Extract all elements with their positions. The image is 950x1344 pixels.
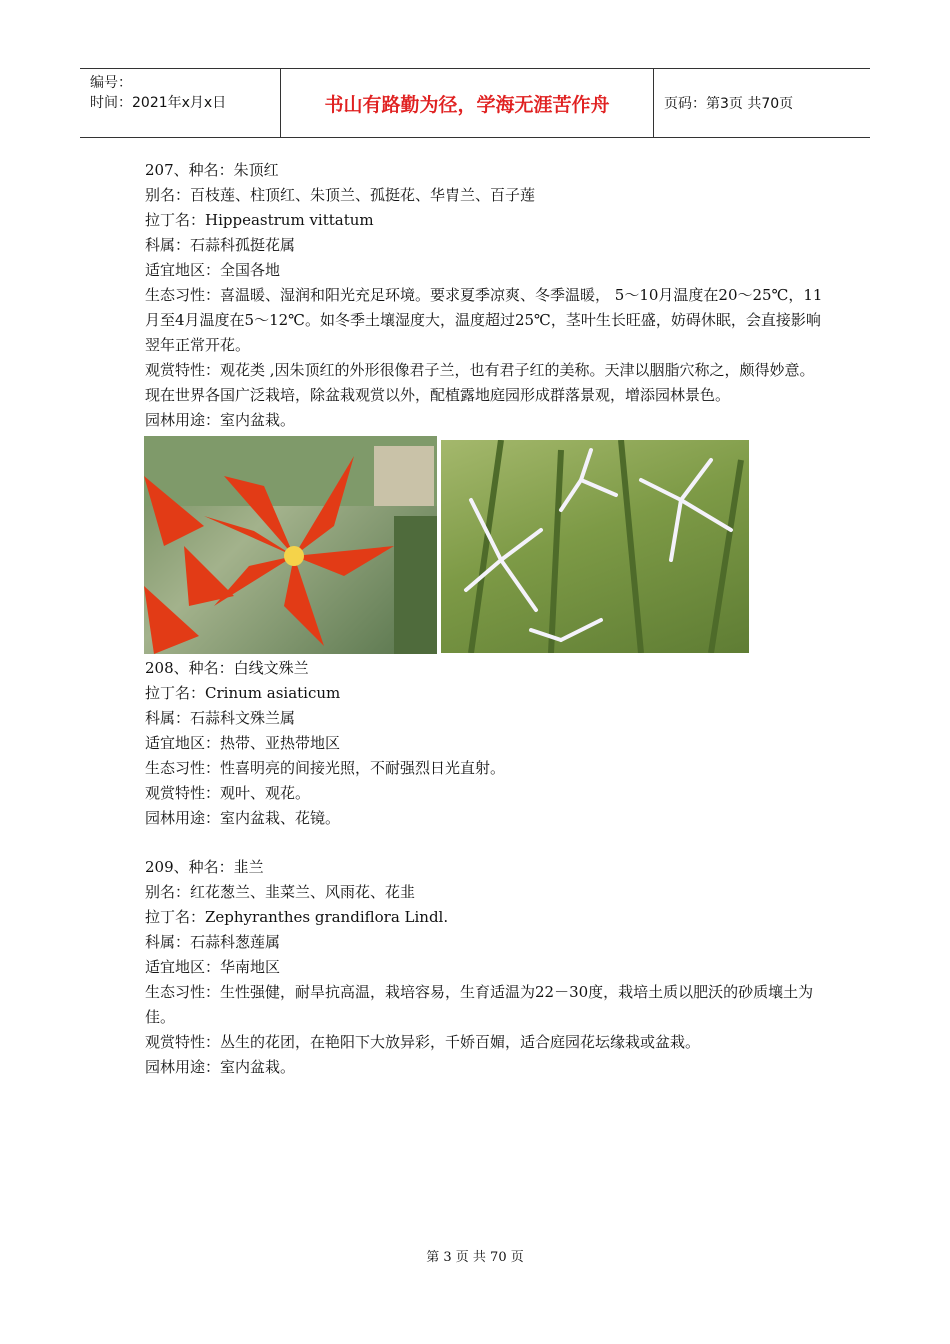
species-family: 科属：石蒜科葱莲属 xyxy=(145,933,281,951)
species-title: 208、种名：白线文殊兰 xyxy=(145,659,309,677)
document-time: 时间：2021年x月x日 xyxy=(90,95,227,111)
species-latin: 拉丁名：Zephyranthes grandiflora Lindl. xyxy=(145,908,449,926)
species-ornamental: 观赏特性：观叶、观花。 xyxy=(145,784,311,802)
section-gap xyxy=(145,831,825,855)
species-ecology: 生态习性：喜温暖、湿润和阳光充足环境。要求夏季凉爽、冬季温暖， 5～10月温度在20～25℃，11月至4月温度在5～12℃。如冬季土壤湿度大，温度超过25℃，茎叶生长旺盛，妨碍休眠，会直接影响翌年正常开花。 xyxy=(145,286,823,354)
amaryllis-photo xyxy=(144,436,437,654)
species-ecology: 生态习性：性喜明亮的间接光照，不耐强烈日光直射。 xyxy=(145,759,506,777)
species-alias: 别名：百枝莲、柱顶红、朱顶兰、孤挺花、华胄兰、百子莲 xyxy=(145,186,536,204)
species-title: 207、种名：朱顶红 xyxy=(145,161,279,179)
species-ornamental: 观赏特性：观花类 ,因朱顶红的外形很像君子兰，也有君子红的美称。天津以胭脂穴称之，颇得妙意。现在世界各国广泛栽培，除盆栽观赏以外，配植露地庭园形成群落景观，增添园林景色。 xyxy=(145,361,815,404)
species-family: 科属：石蒜科文殊兰属 xyxy=(145,709,296,727)
header-page-info: 页码：第3页 共70页 xyxy=(664,96,794,112)
document-body xyxy=(145,158,825,1080)
species-latin: 拉丁名：Hippeastrum vittatum xyxy=(145,211,374,229)
species-ecology: 生态习性：生性强健，耐旱抗高温，栽培容易，生育适温为22－30度，栽培土质以肥沃的砂质壤土为佳。 xyxy=(145,983,814,1026)
species-family: 科属：石蒜科孤挺花属 xyxy=(145,236,296,254)
page-footer: 第 3 页 共 70 页 xyxy=(426,1250,524,1265)
species-alias: 别名：红花葱兰、韭菜兰、风雨花、花韭 xyxy=(145,883,416,901)
header-meta xyxy=(80,69,281,137)
photo-row xyxy=(144,436,825,656)
species-ornamental: 观赏特性：丛生的花团，在艳阳下大放异彩，千娇百媚，适合庭园花坛缘栽或盆栽。 xyxy=(145,1033,701,1051)
species-usage: 园林用途：室内盆栽。 xyxy=(145,411,296,429)
page-header xyxy=(80,68,870,138)
species-entry-208 xyxy=(145,656,825,831)
species-usage: 园林用途：室内盆栽、花镜。 xyxy=(145,809,341,827)
species-usage: 园林用途：室内盆栽。 xyxy=(145,1058,296,1076)
species-region: 适宜地区：热带、亚热带地区 xyxy=(145,734,341,752)
header-motto: 书山有路勤为径，学海无涯苦作舟 xyxy=(281,69,654,137)
species-entry-209 xyxy=(145,855,825,1080)
species-title: 209、种名：韭兰 xyxy=(145,858,264,876)
species-latin: 拉丁名：Crinum asiaticum xyxy=(145,684,341,702)
species-region: 适宜地区：华南地区 xyxy=(145,958,281,976)
document-number: 编号： xyxy=(90,75,132,91)
species-entry-207 xyxy=(145,158,825,433)
species-region: 适宜地区：全国各地 xyxy=(145,261,281,279)
crinum-photo xyxy=(441,440,749,653)
